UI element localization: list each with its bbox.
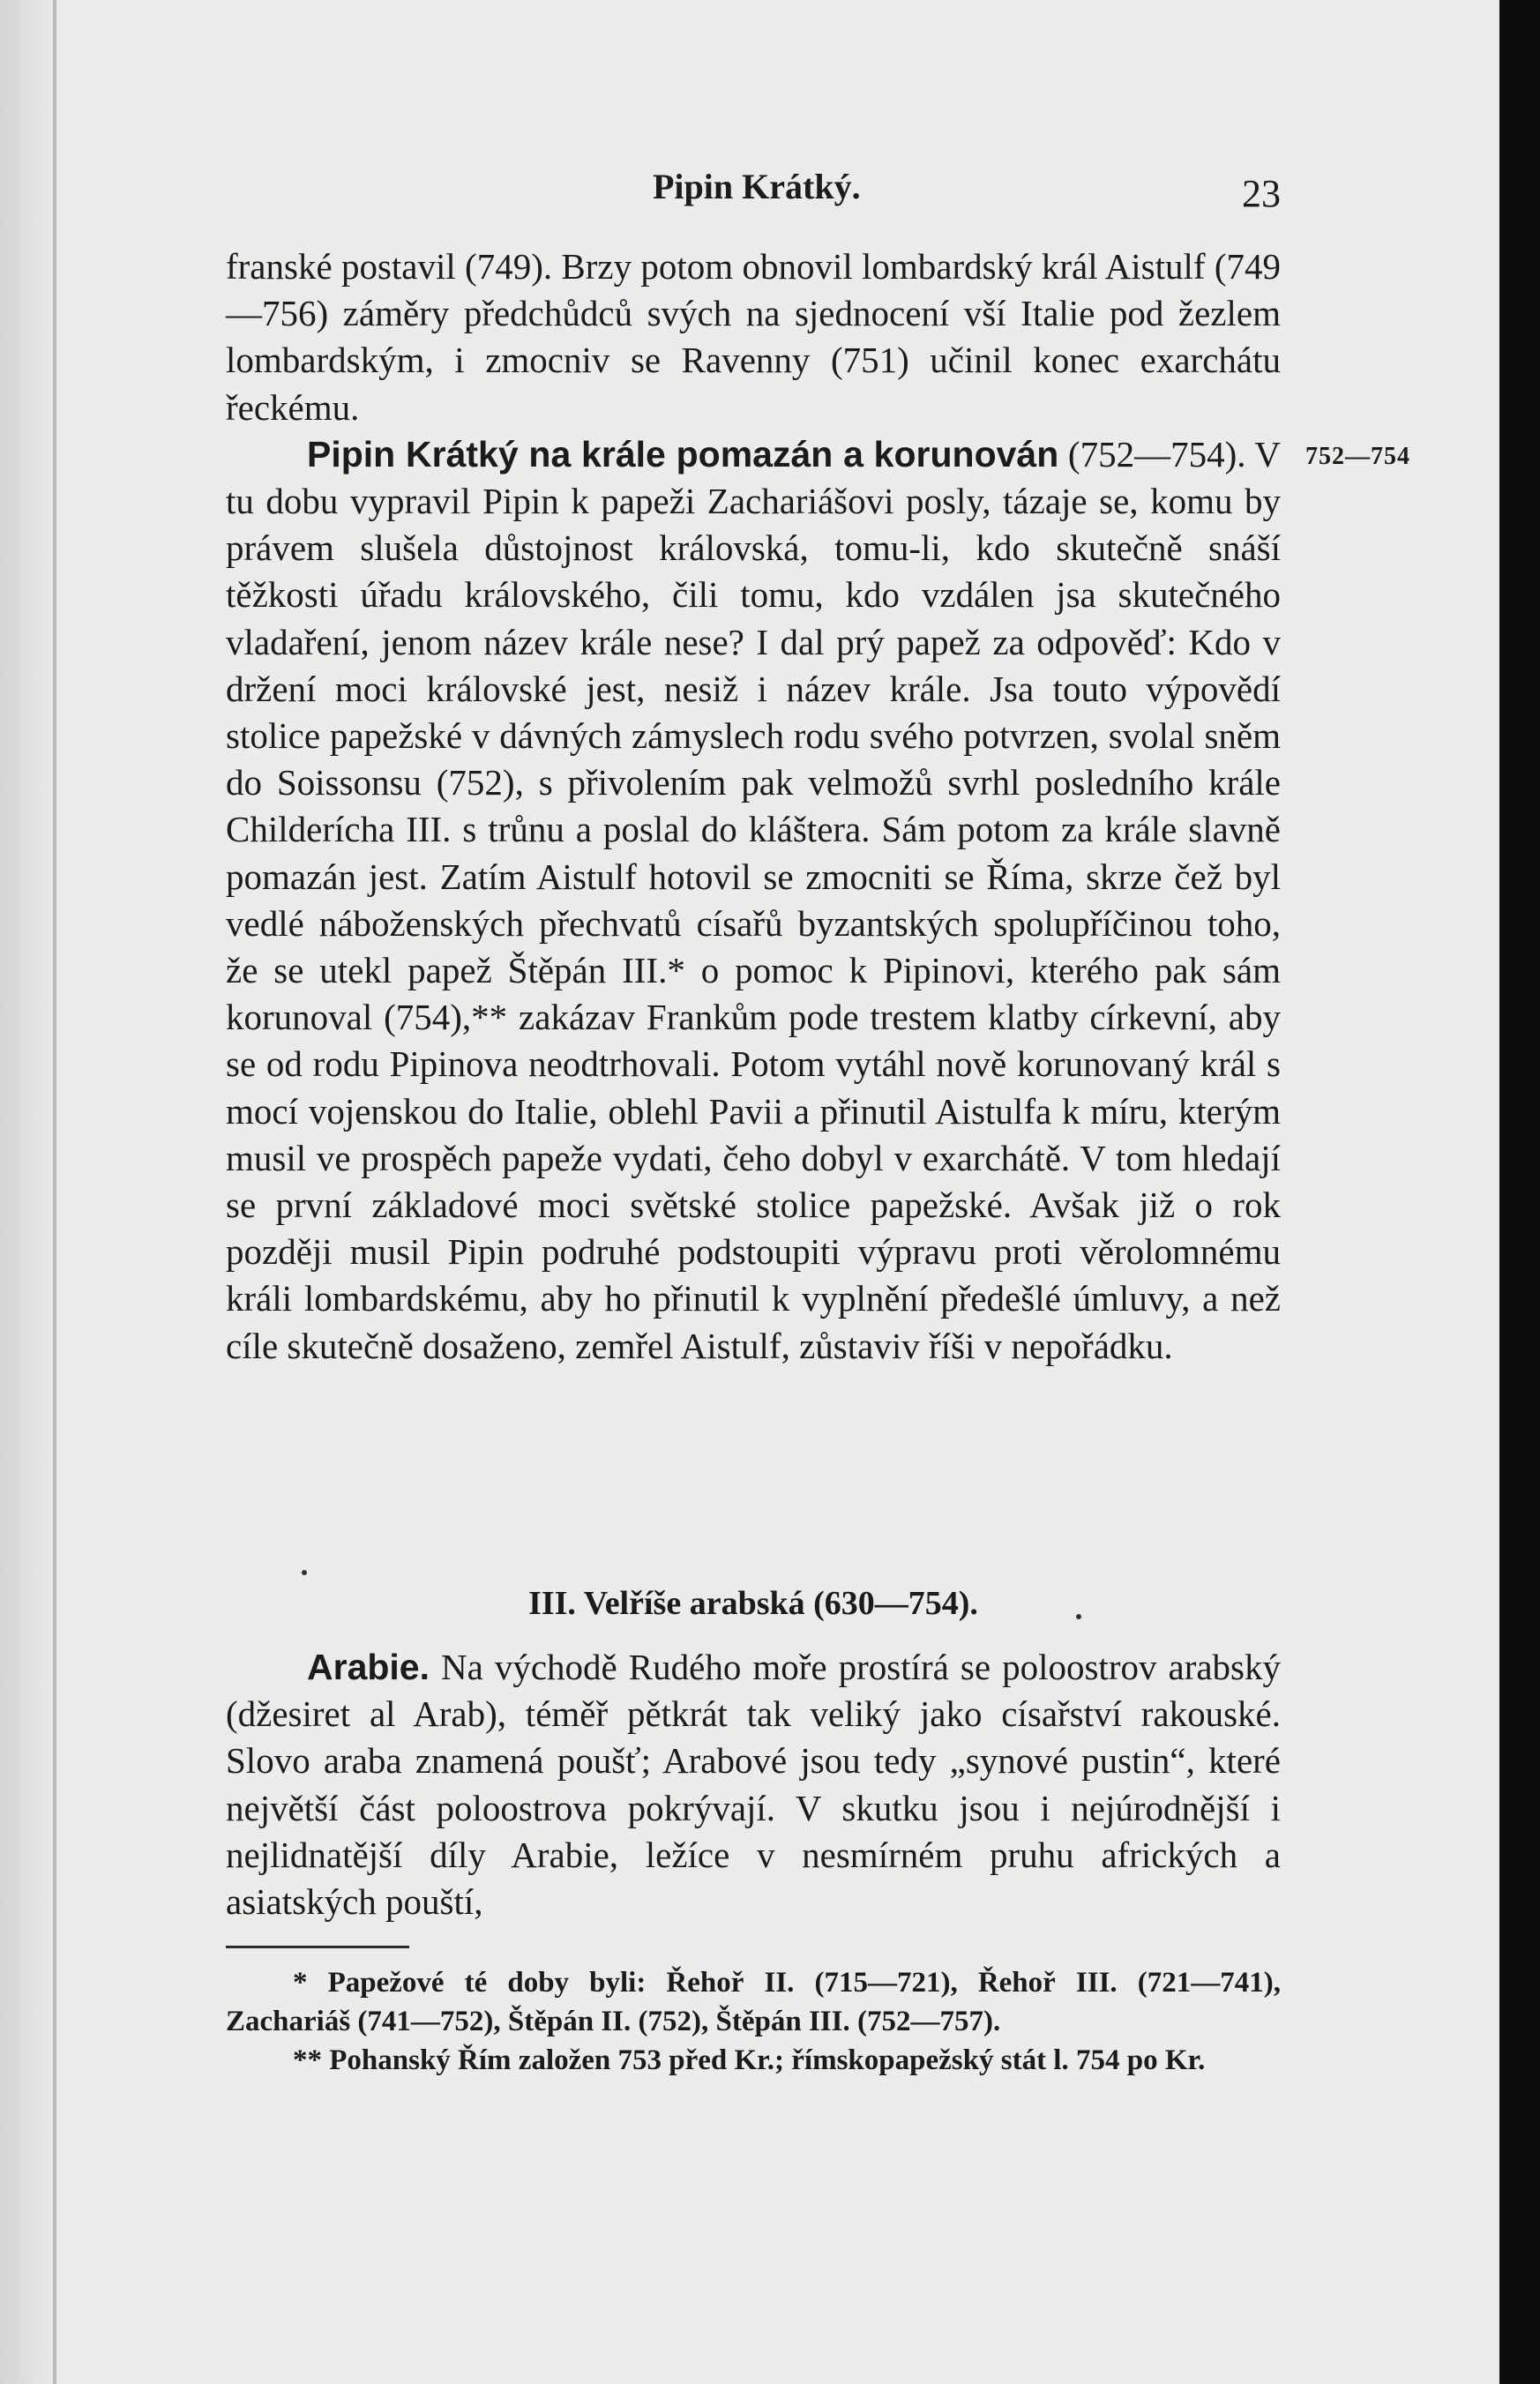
section-paragraph-text: Na východě Rudého moře prostírá se poloostrov arabský (džesiret al Arab), téměř pětkrát tak veliký jako císařství rakouské. Slovo araba znamená poušť; Arabové jsou tedy „synové pustin“, které největší část poloostrova pokrývají. V skutku jsou i nejúrodnější i nejlidnatější díly Arabie, ležíce v nesmírném pruhu afrických a asiatských pouští,: [226, 1647, 1281, 1923]
section-heading: III. Velříše arabská (630—754).: [528, 1585, 978, 1622]
page-header: [653, 166, 1281, 219]
section-lead: Arabie.: [307, 1647, 430, 1687]
footnotes: [226, 1963, 1281, 2080]
main-text: [226, 243, 1281, 1370]
footnote-rule: [226, 1946, 409, 1948]
paragraph-2: [226, 431, 1281, 1370]
page-number: 23: [1242, 172, 1281, 215]
ink-speck: [1076, 1614, 1081, 1619]
paragraph-2-heading: Pipin Krátký na krále pomazán a korunován: [307, 433, 1059, 475]
footnote-2: ** Pohanský Řím založen 753 před Kr.; římskopapežský stát l. 754 po Kr.: [293, 2044, 1206, 2076]
footnote-1: * Papežové té doby byli: Řehoř II. (715—721), Řehoř III. (721—741), Zachariáš (741—752), Štěpán II. (752), Štěpán III. (752—757).: [226, 1967, 1281, 2037]
binding-line: [53, 0, 56, 2384]
margin-note-years: 752—754: [1305, 443, 1410, 470]
running-title: Pipin Krátký.: [653, 167, 861, 206]
ink-speck: [302, 1570, 307, 1575]
paragraph-2-heading-years: (752—754).: [1058, 433, 1246, 475]
scan-right-border: [1499, 0, 1540, 2384]
section-paragraph: [226, 1644, 1281, 1925]
paragraph-1: franské postavil (749). Brzy potom obnovil lombardský král Aistulf (749—756) záměry předchůdců svých na sjednocení vší Italie pod žezlem lombardským, i zmocniv se Ravenny (751) učinil konec exarchátu řeckému.: [226, 246, 1281, 428]
paragraph-2-text: V tu dobu vypravil Pipin k papeži Zachariášovi posly, tázaje se, komu by právem slušela důstojnost královská, tomu-li, kdo skutečně snáší těžkosti úřadu královského, čili tomu, kdo vzdálen jsa skutečného vladaření, jenom název krále nese? I dal prý papež za odpověď: Kdo v držení moci královské jest, nesiž i název krále. Jsa touto výpovědí stolice papežské v dávných zámyslech rodu svého potvrzen, svolal sněm do Soissonsu (752), s přivolením pak velmožů svrhl posledního krále Childerícha III. s trůnu a poslal do kláštera. Sám potom za krále slavně pomazán jest. Zatím Aistulf hotovil se zmocniti se Říma, skrze čež byl vedlé náboženských přechvatů císařů byzantských spolupříčinou toho, že se utekl papež Štěpán III.* o pomoc k Pipinovi, kterého pak sám korunoval (754),** zakázav Frankům pode trestem klatby církevní, aby se od rodu Pipinova neodtrhovali. Potom vytáhl nově korunovaný král s mocí vojenskou do Italie, oblehl Pavii a přinutil Aistulfa k míru, kterým musil ve prospěch papeže vydati, čeho dobyl v exarchátě. V tom hledají se první základové moci světské stolice papežské. Avšak již o rok později musil Pipin podruhé podstoupiti výpravu proti věrolomnému králi lombardskému, aby ho přinutil k vyplnění předešlé úmluvy, a než cíle skutečně dosaženo, zemřel Aistulf, zůstaviv říši v nepořádku.: [226, 433, 1282, 1366]
page-left-margin-shadow: [0, 0, 60, 2384]
section-text: [226, 1644, 1281, 1925]
